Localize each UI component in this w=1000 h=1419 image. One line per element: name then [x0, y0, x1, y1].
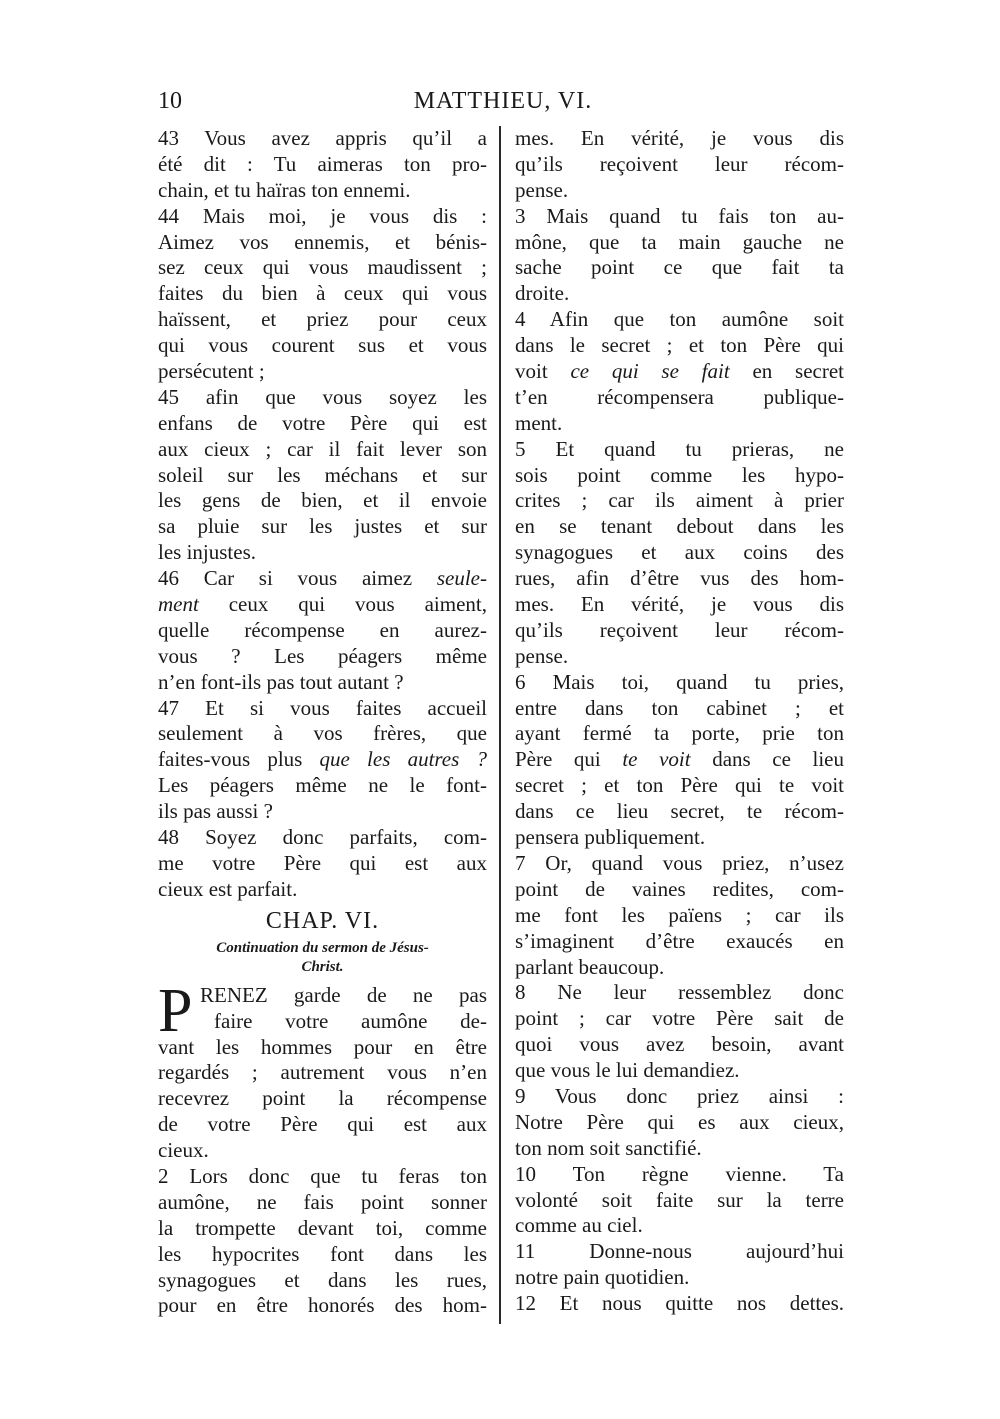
verse-line: la trompette devant toi, comme [158, 1215, 487, 1240]
left-column [158, 126, 487, 1319]
verse-line: 48 Soyez donc parfaits, com- [158, 825, 487, 850]
verse-line: rues, afin d’être vus des hom- [515, 566, 844, 591]
verse-line: 5 Et quand tu prieras, ne [515, 436, 844, 461]
verse-line: qu’ils reçoivent leur récom- [515, 617, 844, 642]
verse-line: 8 Ne leur ressemblez donc [515, 980, 844, 1005]
verse-line: ton nom soit sanctifié. [515, 1135, 702, 1160]
verse-line: regardés ; autrement vous n’en [158, 1060, 487, 1085]
verse-line: soleil sur les méchans et sur [158, 462, 487, 487]
verse-line: pense. [515, 177, 569, 202]
verse-line: seulement à vos frères, que [158, 721, 487, 746]
verse-line: enfans de votre Père qui est [158, 410, 487, 435]
verse-line: Les péagers même ne le font- [158, 773, 487, 798]
verse-line: 2 Lors donc que tu feras ton [158, 1163, 487, 1188]
verse-line: comme au ciel. [515, 1213, 643, 1238]
italic-phrase: que les autres ? [319, 747, 487, 772]
verse-line: volonté soit faite sur la terre [515, 1187, 844, 1212]
right-column [515, 126, 844, 1317]
verse-line: vous ? Les péagers même [158, 643, 487, 668]
verse-line: mes. En vérité, je vous dis [515, 592, 844, 617]
verse-line [158, 566, 487, 592]
verse-text: ceux qui vous aiment, [228, 592, 487, 617]
verse-line: pour en être honorés des hom- [158, 1293, 487, 1318]
verse-text: en secret [752, 359, 844, 384]
verse-line: aumône, ne fais point sonner [158, 1189, 487, 1214]
verse-line: les hypocrites font dans les [158, 1241, 487, 1266]
verse-line: t’en récompensera publique- [515, 384, 844, 409]
verse-line: point de vaines redites, com- [515, 876, 844, 901]
verse-line: ils pas aussi ? [158, 799, 273, 824]
verse-line: droite. [515, 281, 570, 306]
verse-line: que vous le lui demandiez. [515, 1058, 740, 1083]
chapter-heading: CHAP. VI. [265, 907, 380, 934]
verse-line: cieux est parfait. [158, 876, 298, 901]
verse-line: point ; car votre Père sait de [515, 1006, 844, 1031]
running-head [158, 88, 848, 122]
verse-line [158, 747, 487, 773]
verse-line: n’en font-ils pas tout autant ? [158, 669, 404, 694]
verse-text: dans ce lieu [712, 747, 844, 772]
drop-cap: P [158, 976, 193, 1045]
verse-line: 3 Mais quand tu fais ton au- [515, 203, 844, 228]
verse-line: mes. En vérité, je vous dis [515, 126, 844, 150]
verse-line [515, 747, 844, 773]
verse-line: de votre Père qui est aux [158, 1112, 487, 1137]
verse-line: dans ce lieu secret, te récom- [515, 799, 844, 824]
italic-word: ment [158, 592, 199, 617]
verse-line: les injustes. [158, 540, 256, 565]
verse-line: 11 Donne-nous aujourd’hui [515, 1239, 844, 1264]
verse-line: 9 Vous donc priez ainsi : [515, 1083, 844, 1108]
verse-line: Notre Père qui es aux cieux, [515, 1109, 844, 1134]
verse-line: ayant fermé ta porte, prie ton [515, 721, 844, 746]
verse-line: qui vous courent sus et vous [158, 333, 487, 358]
verse-line: RENEZ garde de ne pas [200, 982, 487, 1007]
verse-line: quelle récompense en aurez- [158, 617, 487, 642]
verse-line: crites ; car ils aiment à prier [515, 488, 844, 513]
verse-line: notre pain quotidien. [515, 1265, 690, 1290]
verse-line: 6 Mais toi, quand tu pries, [515, 669, 844, 694]
verse-line [515, 359, 844, 385]
verse-line: me font les païens ; car ils [515, 902, 844, 927]
verse-text: Père qui [515, 747, 601, 772]
verse-line: faire votre aumône de- [214, 1008, 487, 1033]
verse-line: 45 afin que vous soyez les [158, 384, 487, 409]
verse-line: recevrez point la récompense [158, 1086, 487, 1111]
verse-line: 12 Et nous quitte nos dettes. [515, 1291, 844, 1316]
chapter-summary: Christ. [301, 958, 344, 975]
page-number: 10 [158, 88, 182, 114]
verse-line: les gens de bien, et il envoie [158, 488, 487, 513]
verse-line: en se tenant debout dans les [515, 514, 844, 539]
chapter-opening [158, 976, 487, 1320]
verse-line: 47 Et si vous faites accueil [158, 695, 487, 720]
verse-line: sois point comme les hypo- [515, 462, 844, 487]
verse-line: quoi vous avez besoin, avant [515, 1032, 844, 1057]
verse-line: 44 Mais moi, je vous dis : [158, 203, 487, 228]
verse-line: me votre Père qui est aux [158, 850, 487, 875]
verse-line: persécutent ; [158, 359, 265, 384]
verse-line: 10 Ton règne vienne. Ta [515, 1161, 844, 1186]
verse-line: entre dans ton cabinet ; et [515, 695, 844, 720]
verse-text: voit [515, 359, 548, 384]
verse-line: 4 Afin que ton aumône soit [515, 307, 844, 332]
column-divider [499, 126, 501, 1324]
verse-text: 46 Car si vous aimez [158, 566, 413, 591]
verse-line: Aimez vos ennemis, et bénis- [158, 229, 487, 254]
verse-line: qu’ils reçoivent leur récom- [515, 151, 844, 176]
verse-line: ment. [515, 410, 563, 435]
verse-line: été dit : Tu aimeras ton pro- [158, 151, 487, 176]
chapter-summary: Continuation du sermon de Jésus- [216, 939, 429, 956]
verse-line: 7 Or, quand vous priez, n’usez [515, 850, 844, 875]
running-title: MATTHIEU, VI. [413, 88, 593, 114]
italic-phrase: te voit [622, 747, 691, 772]
verse-line: sache point ce que fait ta [515, 255, 844, 280]
verse-line: mône, que ta main gauche ne [515, 229, 844, 254]
verse-line: chain, et tu haïras ton ennemi. [158, 177, 411, 202]
verse-line: dans le secret ; et ton Père qui [515, 333, 844, 358]
italic-word: seule- [436, 566, 488, 591]
verse-line [158, 592, 487, 618]
verse-line: secret ; et ton Père qui te voit [515, 773, 844, 798]
verse-line: pensera publiquement. [515, 825, 706, 850]
verse-line: synagogues et dans les rues, [158, 1267, 487, 1292]
verse-line: synagogues et aux coins des [515, 540, 844, 565]
verse-line: aux cieux ; car il fait lever son [158, 436, 487, 461]
verse-line: parlant beaucoup. [515, 954, 665, 979]
italic-phrase: ce qui se fait [570, 359, 730, 384]
verse-line: cieux. [158, 1138, 209, 1163]
verse-line: pense. [515, 643, 569, 668]
verse-line: vant les hommes pour en être [158, 1034, 487, 1059]
verse-line: sa pluie sur les justes et sur [158, 514, 487, 539]
verse-line: s’imaginent d’être exaucés en [515, 928, 844, 953]
verse-line: haïssent, et priez pour ceux [158, 307, 487, 332]
verse-line: 43 Vous avez appris qu’il a [158, 126, 487, 150]
verse-line: sez ceux qui vous maudissent ; [158, 255, 487, 280]
verse-line: faites du bien à ceux qui vous [158, 281, 487, 306]
verse-text: faites-vous plus [158, 747, 303, 772]
